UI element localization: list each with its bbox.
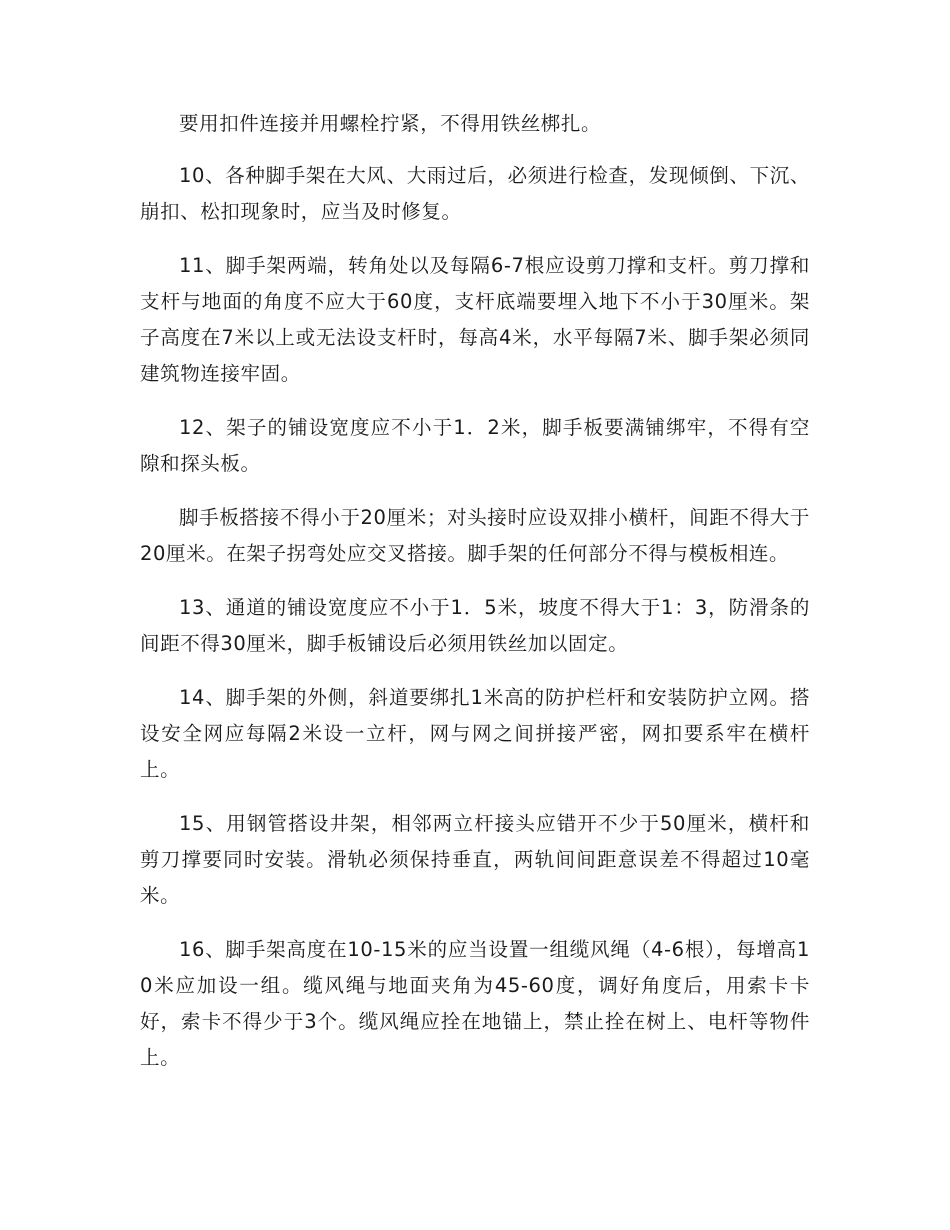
paragraph-item-13: 13、通道的铺设宽度应不小于1．5米，坡度不得大于1：3，防滑条的间距不得30厘米，脚手板铺设后必须用铁丝加以固定。 [140,596,810,655]
paragraph-item-11: 11、脚手架两端，转角处以及每隔6-7根应设剪刀撑和支杆。剪刀撑和支杆与地面的角度不应大于60度，支杆底端要埋入地下不小于30厘米。架子高度在7米以上或无法设支杆时，每高4米，水平每隔7米、脚手架必须同建筑物连接牢固。 [140,254,810,385]
paragraph-item-14: 14、脚手架的外侧，斜道要绑扎1米高的防护栏杆和安装防护立网。搭设安全网应每隔2米设一立杆，网与网之间拼接严密，网扣要系牢在横杆上。 [140,686,810,781]
paragraph-item-12-continued: 脚手板搭接不得小于20厘米；对头接时应设双排小横杆，间距不得大于20厘米。在架子拐弯处应交叉搭接。脚手架的任何部分不得与模板相连。 [140,506,810,565]
paragraph-item-10: 10、各种脚手架在大风、大雨过后，必须进行检查，发现倾倒、下沉、崩扣、松扣现象时，应当及时修复。 [140,164,810,223]
paragraph-continuation: 要用扣件连接并用螺栓拧紧，不得用铁丝梆扎。 [179,112,602,135]
paragraph-item-12: 12、架子的铺设宽度应不小于1．2米，脚手板要满铺绑牢，不得有空隙和探头板。 [140,416,810,475]
paragraph-item-15: 15、用钢管搭设井架，相邻两立杆接头应错开不少于50厘米，横杆和剪刀撑要同时安装。滑轨必须保持垂直，两轨间间距意误差不得超过10毫米。 [140,812,810,907]
paragraph-item-16: 16、脚手架高度在10-15米的应当设置一组缆风绳（4-6根），每增高10米应加设一组。缆风绳与地面夹角为45-60度，调好角度后，用索卡卡好，索卡不得少于3个。缆风绳应拴在地锚上，禁止拴在树上、电杆等物件上。 [140,938,810,1069]
document-body [140,106,810,1094]
